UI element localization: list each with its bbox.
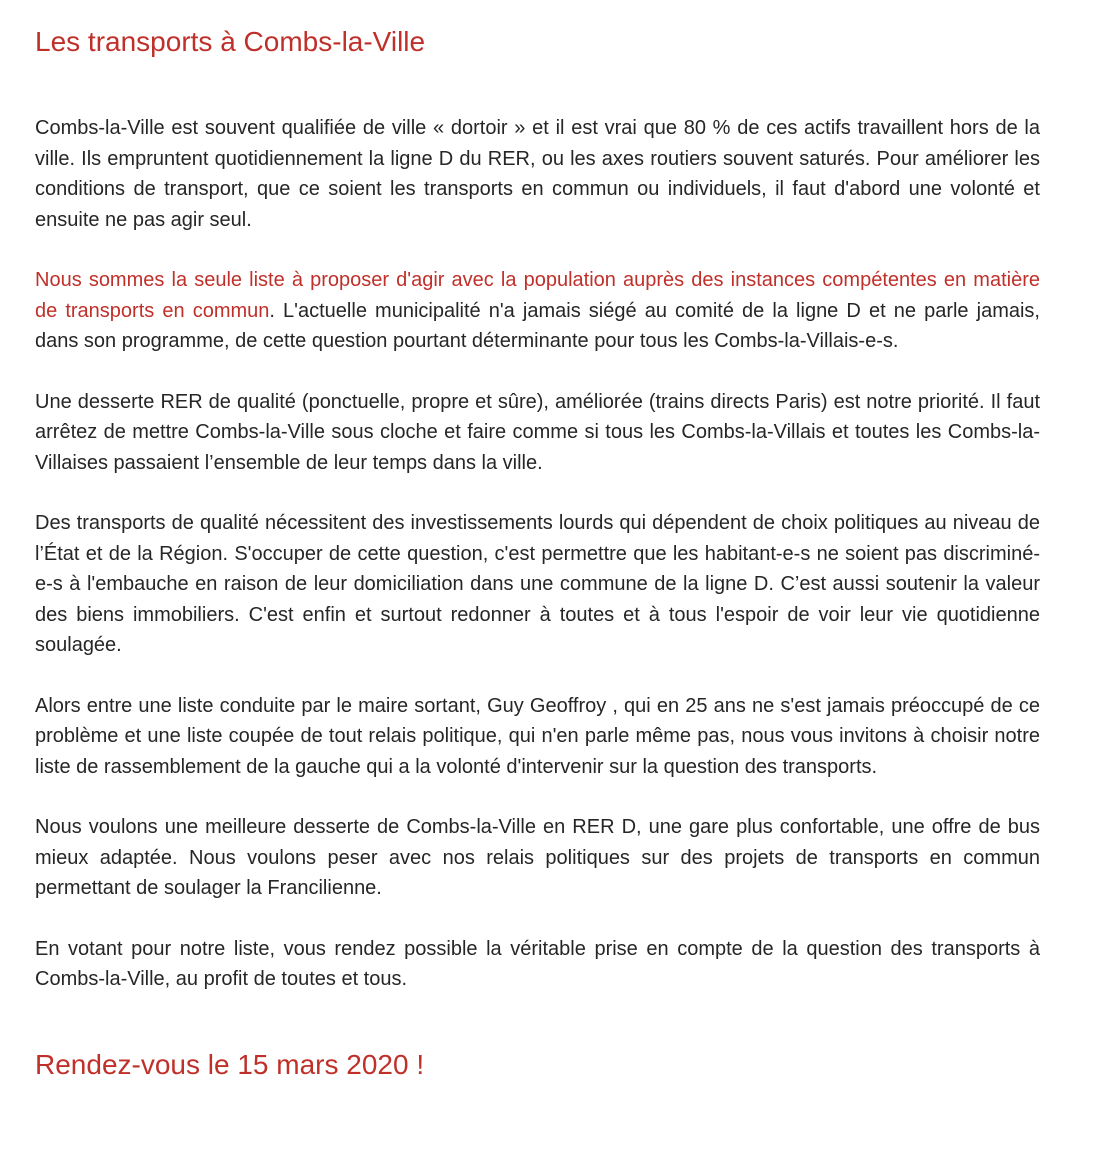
paragraph-goals: Nous voulons une meilleure desserte de Combs-la-Ville en RER D, une gare plus confortable, une offre de bus mieux adaptée. Nous voulons peser avec nos relais politiques sur des projets de transports en commun permettant de soulager la Francilienne.	[35, 816, 1040, 899]
paragraph-rer-priority: Une desserte RER de qualité (ponctuelle, propre et sûre), améliorée (trains directs Paris) est notre priorité. Il faut arrêtez de mettre Combs-la-Ville sous cloche et faire comme si tous les Combs-la-Villais et toutes les Combs-la-Villaises passaient l’ensemble de leur temps dans la ville.	[35, 390, 1040, 474]
document-page	[35, 22, 1040, 1085]
paragraph-choice: Alors entre une liste conduite par le maire sortant, Guy Geoffroy , qui en 25 ans ne s'est jamais préoccupé de ce problème et une liste coupée de tout relais politique, qui n'en parle même pas, nous vous invitons à choisir notre liste de rassemblement de la gauche qui a la volonté d'intervenir sur la question des transports.	[35, 694, 1040, 778]
highlighted-statement: Nous sommes la seule liste à proposer d'agir avec la population auprès des instances compétentes en matière de transports en commun	[35, 269, 1040, 322]
paragraph-intro: Combs-la-Ville est souvent qualifiée de ville « dortoir » et il est vrai que 80 % de ces actifs travaillent hors de la ville. Ils empruntent quotidiennement la ligne D du RER, ou les axes routiers souvent saturés. Pour améliorer les conditions de transport, que ce soient les transports en commun ou individuels, il faut d'abord une volonté et ensuite ne pas agir seul.	[35, 117, 1040, 231]
paragraph-investments: Des transports de qualité nécessitent des investissements lourds qui dépendent de choix politiques au niveau de l’État et de la Région. S'occuper de cette question, c'est permettre que les habitant-e-s ne soient pas discriminé-e-s à l'embauche en raison de leur domiciliation dans une commune de la ligne D. C’est aussi soutenir la valeur des biens immobiliers. C'est enfin et surtout redonner à toutes et à tous l'espoir de voir leur vie quotidienne soulagée.	[35, 512, 1040, 656]
closing-line: Rendez-vous le 15 mars 2020 !	[35, 1048, 425, 1080]
document-title: Les transports à Combs-la-Ville	[35, 26, 426, 57]
paragraph-proposal	[35, 265, 1040, 357]
paragraph-vote: En votant pour notre liste, vous rendez possible la véritable prise en compte de la question des transports à Combs-la-Ville, au profit de toutes et tous.	[35, 937, 1040, 990]
paragraph-proposal-rest: . L'actuelle municipalité n'a jamais siégé au comité de la ligne D et ne parle jamais, dans son programme, de cette question pourtant déterminante pour tous les Combs-la-Villais-e-s.	[35, 299, 1040, 352]
